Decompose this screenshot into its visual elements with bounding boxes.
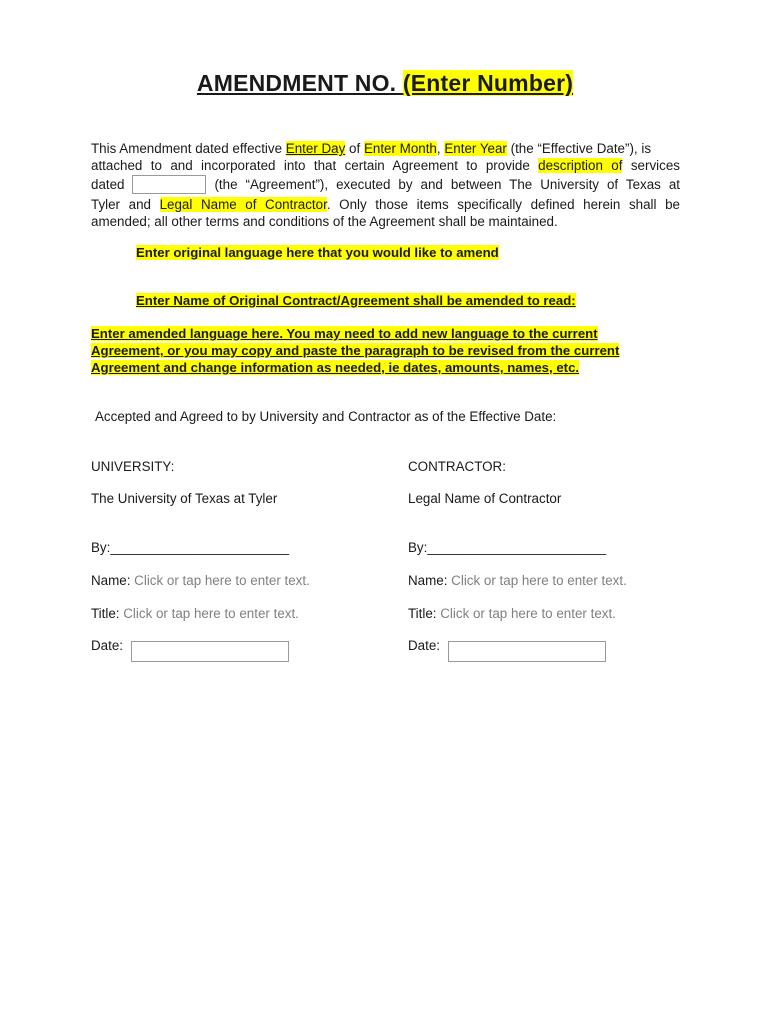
intro-line-3 (91, 174, 680, 196)
intro-text: amended; all other terms and conditions of the Agreement shall be maintained. (91, 214, 558, 229)
contractor-title-field[interactable]: Click or tap here to enter text. (440, 606, 616, 621)
contractor-date-field[interactable] (448, 641, 606, 662)
intro-line-1 (91, 140, 680, 157)
name-label: Name: (91, 573, 135, 588)
amended-line-text[interactable]: Agreement and change information as needed, ie dates, amounts, names, etc. (91, 360, 580, 375)
university-signature-line[interactable]: By:________________________ (91, 540, 290, 555)
original-language-field[interactable] (136, 245, 499, 260)
title-prefix: AMENDMENT NO. (196, 70, 403, 96)
intro-text: attached to and incorporated into that certain Agreement to provide (91, 158, 539, 173)
legal-name-field[interactable]: Legal Name of Contractor (159, 197, 327, 212)
name-label: Name: (408, 573, 452, 588)
enter-year-field[interactable]: Enter Year (444, 141, 507, 156)
amendment-number-field[interactable]: (Enter Number) (402, 70, 574, 96)
university-date-field[interactable] (131, 641, 289, 662)
intro-text: Tyler and (91, 197, 160, 212)
intro-line-2 (91, 157, 680, 174)
university-name: The University of Texas at Tyler (91, 491, 278, 506)
intro-text: of (345, 141, 364, 156)
amended-line[interactable] (91, 342, 681, 359)
contractor-name-row (408, 573, 627, 588)
amended-heading-text[interactable]: Enter Name of Original Contract/Agreement shall be amended to read: (136, 293, 576, 308)
intro-text: This Amendment dated effective (91, 141, 286, 156)
contractor-name-field[interactable]: Click or tap here to enter text. (451, 573, 627, 588)
intro-line-4 (91, 196, 680, 213)
intro-text-segment (91, 140, 651, 157)
intro-text: (the “Effective Date”), is (506, 141, 652, 156)
amended-line-text[interactable]: Enter amended language here. You may need to add new language to the current (91, 326, 598, 341)
amended-line[interactable] (91, 359, 681, 376)
amended-line-text[interactable]: Agreement, or you may copy and paste the paragraph to be revised from the current (91, 343, 620, 358)
contractor-date-label: Date: (408, 638, 441, 653)
university-name-row (91, 573, 310, 588)
intro-paragraph (91, 140, 680, 230)
amended-language-field[interactable] (91, 325, 681, 376)
title-label: Title: (408, 606, 441, 621)
university-heading: UNIVERSITY: (91, 459, 175, 474)
intro-text: (the “Agreement”), executed by and between The University of Texas at (206, 177, 680, 192)
accepted-statement: Accepted and Agreed to by University and Contractor as of the Effective Date: (95, 409, 557, 424)
title-label: Title: (91, 606, 124, 621)
page-title (0, 70, 770, 97)
agreement-date-field[interactable] (132, 175, 206, 194)
amended-line[interactable] (91, 325, 681, 342)
contractor-signature-line[interactable]: By:________________________ (408, 540, 607, 555)
enter-day-field[interactable]: Enter Day (285, 141, 346, 156)
intro-line-5 (91, 213, 680, 230)
intro-text: , (436, 141, 445, 156)
contractor-name: Legal Name of Contractor (408, 491, 562, 506)
intro-text: dated (91, 177, 133, 192)
original-language-text[interactable]: Enter original language here that you would like to amend (136, 245, 499, 260)
university-title-row (91, 606, 299, 621)
university-name-field[interactable]: Click or tap here to enter text. (134, 573, 310, 588)
contractor-heading: CONTRACTOR: (408, 459, 506, 474)
amended-heading-field[interactable] (136, 293, 576, 308)
intro-text: . Only those items specifically defined herein shall be (326, 197, 680, 212)
intro-text: services (622, 158, 680, 173)
university-date-label: Date: (91, 638, 124, 653)
enter-month-field[interactable]: Enter Month (363, 141, 437, 156)
description-field[interactable]: description of (538, 158, 623, 173)
contractor-title-row (408, 606, 616, 621)
university-title-field[interactable]: Click or tap here to enter text. (123, 606, 299, 621)
